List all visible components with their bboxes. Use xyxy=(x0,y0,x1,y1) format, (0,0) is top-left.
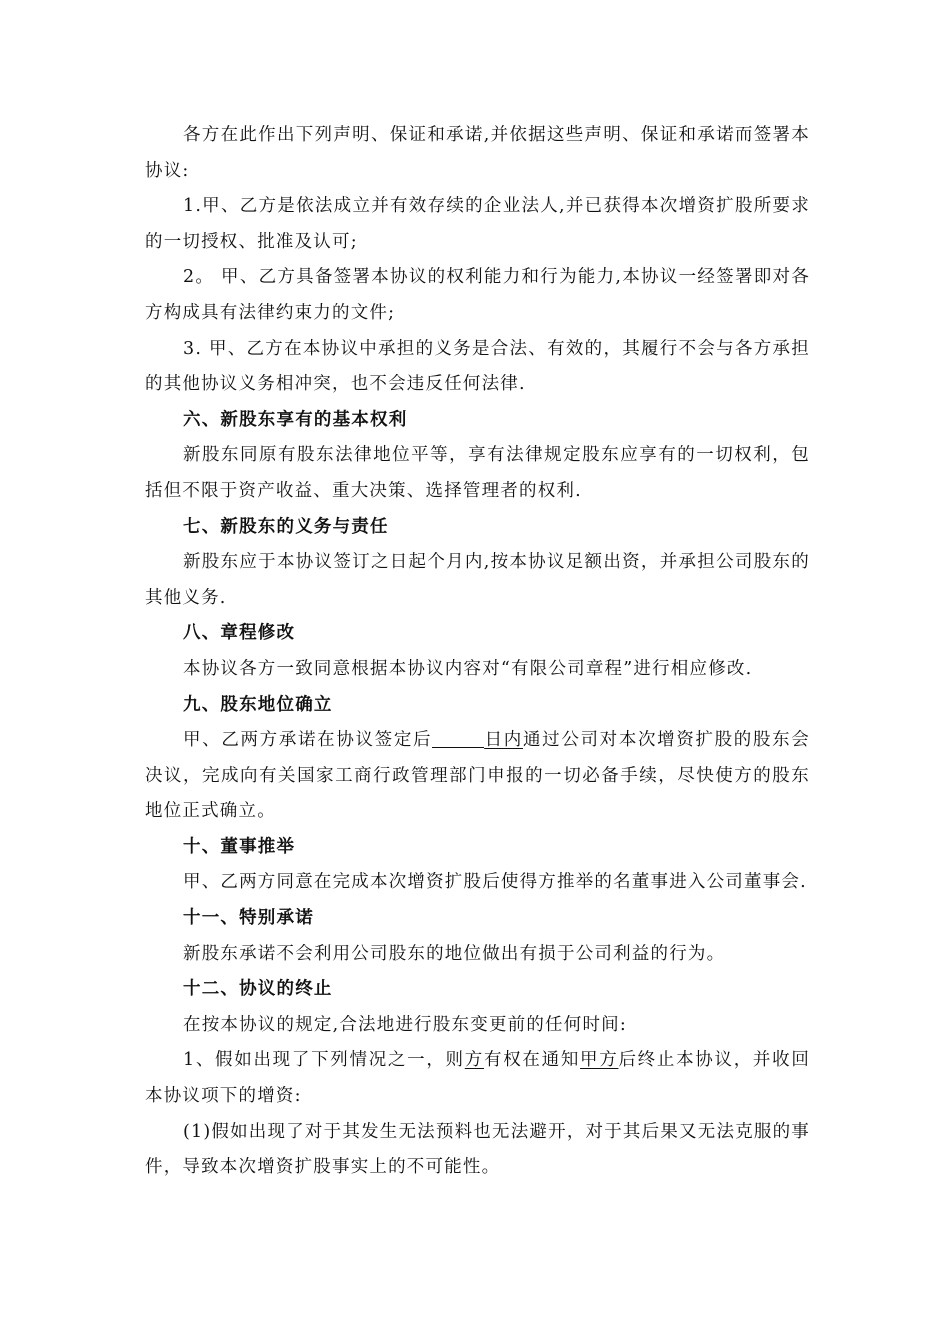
section-11-heading: 十一、特别承诺 xyxy=(183,908,314,929)
section-9-heading: 九、股东地位确立 xyxy=(183,694,333,715)
item-1-party-underlined: 方 xyxy=(464,1050,484,1071)
document-body xyxy=(145,118,810,1186)
declaration-item-2: 2。 甲、乙方具备签署本协议的权利能力和行为能力,本协议一经签署即对各方构成具有法律约束力的文件; xyxy=(145,267,810,323)
section-9-text-part-a: 甲、乙两方承诺在协议签定后 xyxy=(183,730,433,751)
declaration-paragraph: 各方在此作出下列声明、保证和承诺,并依据这些声明、保证和承诺而签署本协议: xyxy=(145,125,810,181)
section-9-days-label: 日内 xyxy=(484,730,523,751)
section-9-text xyxy=(145,723,810,830)
section-6-heading: 六、新股东享有的基本权利 xyxy=(183,409,408,430)
declaration-item-3: 3. 甲、乙方在本协议中承担的义务是合法、有效的，其履行不会与各方承担的其他协议义务相冲突，也不会违反任何法律. xyxy=(145,338,810,395)
section-10-heading: 十、董事推举 xyxy=(183,836,296,857)
section-6-text: 新股东同原有股东法律地位平等，享有法律规定股东应享有的一切权利，包括但不限于资产收益、重大决策、选择管理者的权利. xyxy=(145,445,810,501)
section-12-heading: 十二、协议的终止 xyxy=(183,979,333,1000)
section-7-heading: 七、新股东的义务与责任 xyxy=(183,516,389,537)
section-8-text: 本协议各方一致同意根据本协议内容对“有限公司章程”进行相应修改. xyxy=(183,658,753,679)
item-1-party-a-underlined: 甲方 xyxy=(580,1050,619,1071)
section-12-subitem-1: (1)假如出现了对于其发生无法预料也无法避开，对于其后果又无法克服的事件，导致本次增资扩股事实上的不可能性。 xyxy=(145,1121,810,1178)
item-1-part-e: 后终止本协议，并收回本协议项下的增资: xyxy=(145,1050,811,1107)
declaration-item-1: 1.甲、乙方是依法成立并有效存续的企业法人,并已获得本次增资扩股所要求的一切授权、批准及认可; xyxy=(145,196,810,252)
section-12-intro: 在按本协议的规定,合法地进行股东变更前的任何时间: xyxy=(183,1014,627,1035)
section-11-text: 新股东承诺不会利用公司股东的地位做出有损于公司利益的行为。 xyxy=(183,943,726,964)
item-1-part-a: 1、假如出现了下列情况之一，则 xyxy=(183,1050,465,1071)
section-10-text: 甲、乙两方同意在完成本次增资扩股后使得方推举的名董事进入公司董事会. xyxy=(183,872,807,893)
section-8-heading: 八、章程修改 xyxy=(183,623,296,644)
section-9-text-part-c: 通过公司对本次增资扩股的股东会决议，完成向有关国家工商行政管理部门申报的一切必备手续，尽快使方的股东地位正式确立。 xyxy=(145,730,811,822)
section-7-text: 新股东应于本协议签订之日起个月内,按本协议足额出资，并承担公司股东的其他义务. xyxy=(145,552,810,608)
fill-in-blank xyxy=(432,727,484,748)
item-1-part-c: 有权在通知 xyxy=(483,1050,581,1071)
section-12-item-1 xyxy=(145,1043,810,1114)
